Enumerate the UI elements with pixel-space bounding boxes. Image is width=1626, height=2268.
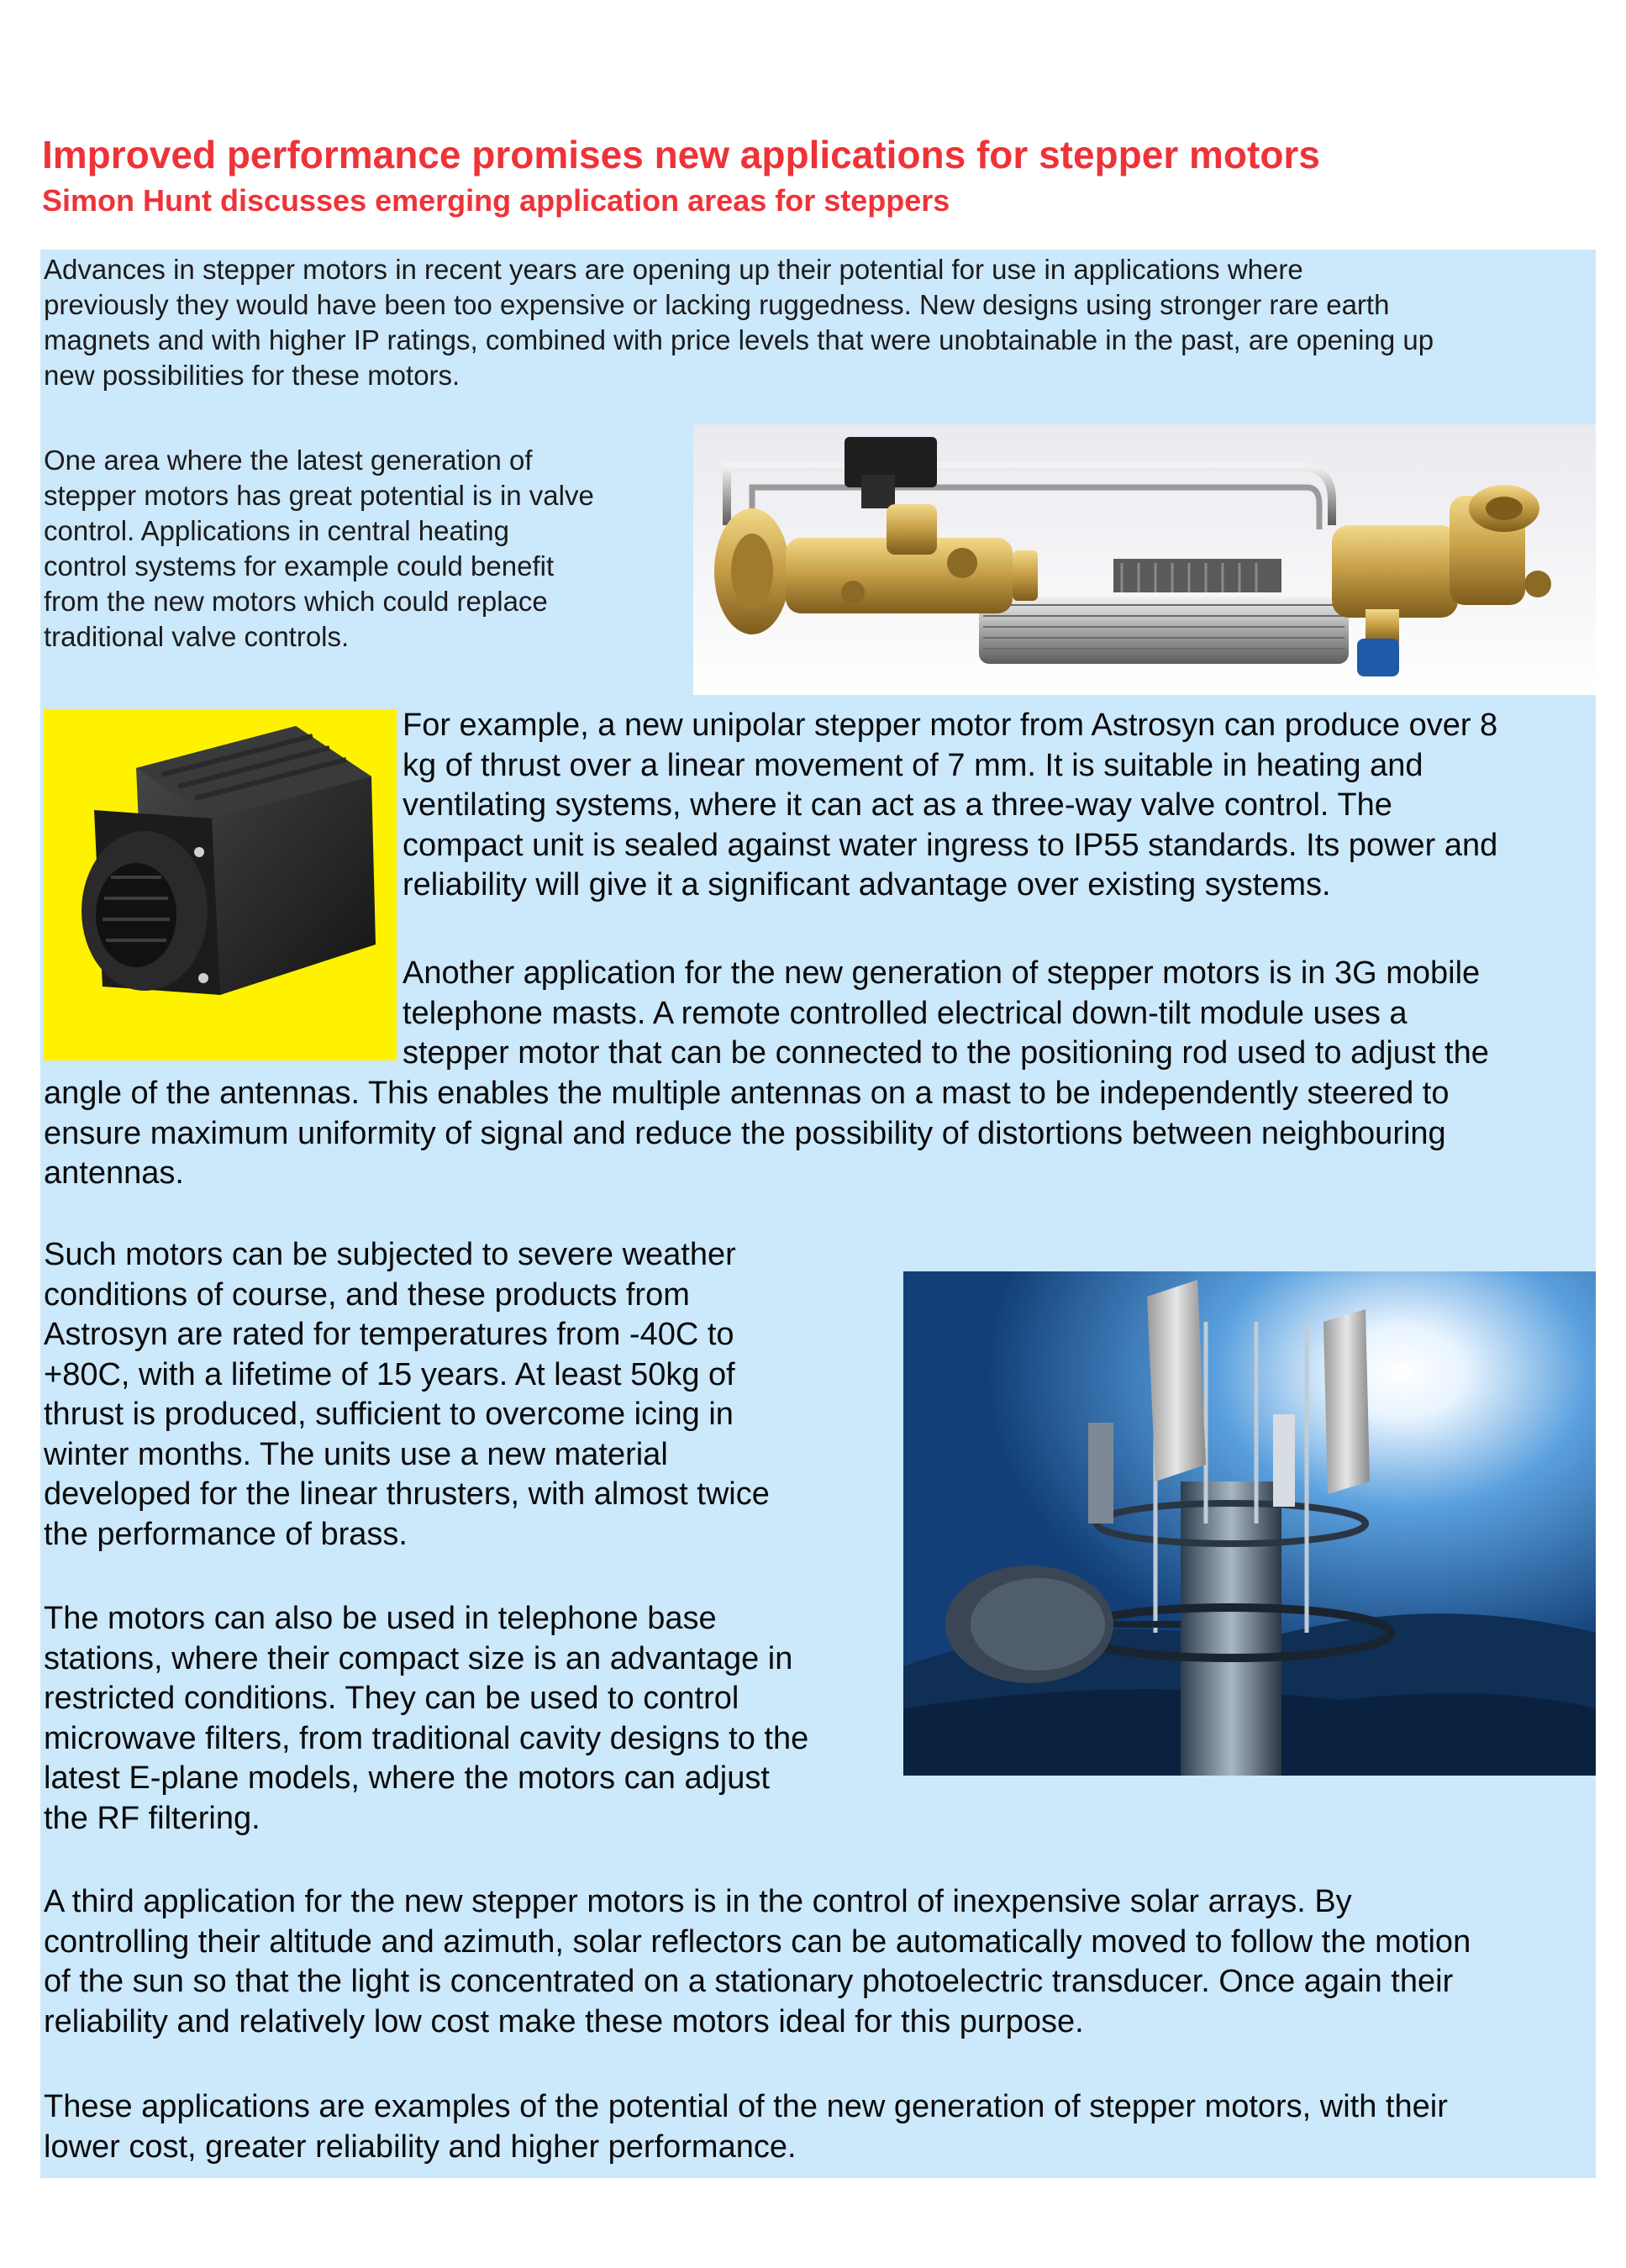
intro-paragraph: Advances in stepper motors in recent years are opening up their potential for use in applications where previously they would have been too expensive or lacking ruggedness. New designs using stronger rare earth magnets and with higher IP ratings, combined with price levels that were unobtainable in the past, are opening up new possibilities for these motors. [44, 254, 1434, 391]
stepper-motor-illustration [44, 709, 397, 1060]
conclusion-paragraph: These applications are examples of the potential of the new generation of stepper motors, with their lower cost, greater reliability and higher performance. [44, 2089, 1448, 2165]
article-title: Improved performance promises new applications for stepper motors [42, 132, 1320, 176]
telecom-mast-illustration [903, 1271, 1596, 1776]
astrosyn-example-paragraph: For example, a new unipolar stepper motor from Astrosyn can produce over 8 kg of thrust over a linear movement of 7 mm. It is suitable in heating and ventilating systems, where it can act as a three-way valve control. The compact unit is sealed against water ingress to IP55 standards. Its power and reliability will give it a significant advantage over existing systems. [403, 708, 1498, 902]
valve-assembly-illustration [693, 424, 1596, 695]
telecom-mast-photo [903, 1271, 1596, 1776]
stepper-motor-photo [44, 709, 397, 1060]
weather-paragraph: Such motors can be subjected to severe weather conditions of course, and these products from Astrosyn are rated for temperatures from -40C to +80C, with a lifetime of 15 years. At least 50kg of thrust is produced, sufficient to overcome icing in winter months. The units use a new material developed for the linear thrusters, with almost twice the performance of brass. [44, 1237, 770, 1552]
valve-assembly-photo [693, 424, 1596, 695]
masts-paragraph-continued: angle of the antennas. This enables the multiple antennas on a mast to be independently steered to ensure maximum uniformity of signal and reduce the possibility of distortions between neighbouring antennas. [44, 1076, 1450, 1191]
masts-paragraph-lead: Another application for the new generation of stepper motors is in 3G mobile telephone masts. A remote controlled electrical down-tilt module uses a stepper motor that can be connected to the positioning rod used to adjust the [403, 955, 1489, 1071]
article-subtitle: Simon Hunt discusses emerging application areas for steppers [42, 182, 950, 218]
base-stations-paragraph: The motors can also be used in telephone base stations, where their compact size is an advantage in restricted conditions. They can be used to control microwave filters, from traditional cavity designs to the latest E-plane models, where the motors can adjust the RF filtering. [44, 1601, 809, 1836]
solar-paragraph: A third application for the new stepper motors is in the control of inexpensive solar arrays. By controlling their altitude and azimuth, solar reflectors can be automatically moved to follow the motion of the sun so that the light is concentrated on a stationary photoelectric transducer. Once again their reliability and relatively low cost make these motors ideal for this purpose. [44, 1884, 1471, 2039]
valve-control-paragraph: One area where the latest generation of stepper motors has great potential is in valve control. Applications in central heating control systems for example could benefit from the new motors which could replace traditional valve controls. [44, 445, 594, 652]
mast-pole [1181, 1481, 1281, 1776]
blue-valve-cap [1357, 639, 1399, 676]
